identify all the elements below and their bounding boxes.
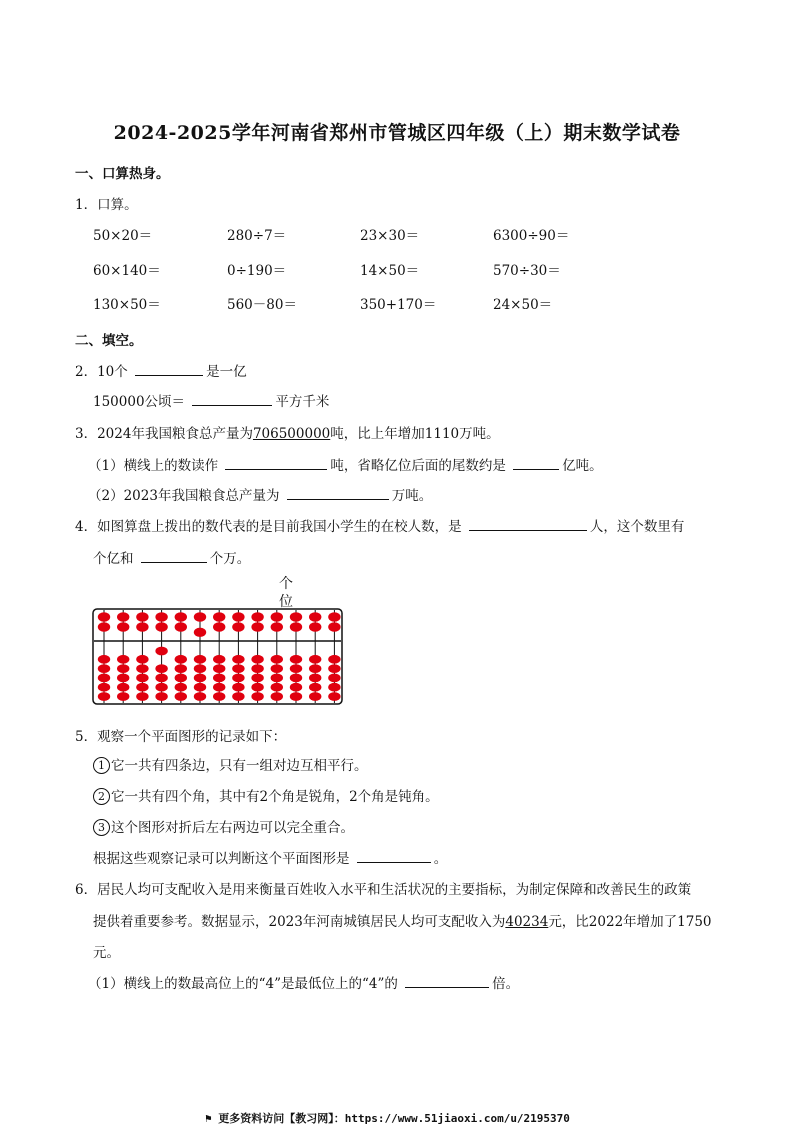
abacus-upper-bead [251,612,263,621]
abacus-lower-bead [328,692,340,701]
abacus-lower-bead [213,655,225,664]
abacus-lower-bead [271,655,283,664]
q5-answer-blank[interactable] [357,848,431,863]
abacus-lower-bead [290,655,302,664]
abacus-upper-bead [232,612,244,621]
q4-text-c: 个亿和 [93,551,134,567]
q6-sub1-text-a: （1）横线上的数最高位上的“4”是最低位上的“4”的 [88,976,398,992]
q6-sub1-text-b: 倍。 [492,976,520,992]
calc-item: 24×50＝ [493,297,553,313]
abacus-upper-bead [271,612,283,621]
abacus-lower-bead [232,664,244,673]
calc-item: 0÷190＝ [227,263,287,279]
question-2-line-1 [75,360,247,380]
abacus-lower-bead [251,692,263,701]
footer-link[interactable]: 更多资料访问【教习网】：https://www.51jiaoxi.com/u/2195370 [218,1112,570,1125]
circled-number: 1 [93,757,110,774]
q3-answer-blank-2[interactable] [513,455,559,470]
abacus-lower-bead [290,664,302,673]
abacus-upper-bead [98,622,110,631]
abacus-lower-bead [271,664,283,673]
abacus-label-char-2: 位 [279,594,293,610]
abacus-upper-bead [251,622,263,631]
abacus-lower-bead [194,683,206,692]
abacus-lower-bead [213,664,225,673]
q2-text-b: 是一亿 [206,364,247,380]
question-3-sub-1 [88,454,603,474]
calc-item: 570÷30＝ [493,263,561,279]
abacus-upper-bead [309,622,321,631]
q2-text-c: 150000公顷＝ [93,394,186,410]
abacus-lower-bead [175,655,187,664]
calc-item: 350+170＝ [360,297,437,313]
abacus-upper-bead [155,622,167,631]
abacus-lower-bead [290,683,302,692]
q4-answer-blank-2[interactable] [141,548,207,563]
calc-item: 280÷7＝ [227,228,287,244]
abacus-lower-bead [117,664,129,673]
q3-underlined-number: 706500000 [252,426,331,442]
question-2-line-2 [93,390,329,410]
question-4-line-2 [93,547,250,567]
q3-answer-blank-3[interactable] [287,485,389,500]
abacus-lower-bead [98,655,110,664]
abacus-lower-bead [194,655,206,664]
abacus-upper-bead [194,628,206,637]
q4-text-a: 4．如图算盘上拨出的数代表的是目前我国小学生的在校人数，是 [75,519,462,535]
abacus-lower-bead [136,683,148,692]
abacus-lower-bead [328,683,340,692]
calc-item: 560－80＝ [227,297,297,313]
q4-text-b: 人，这个数里有 [589,519,685,535]
circled-number: 3 [93,819,110,836]
question-1-label: 1．口算。 [75,197,138,213]
abacus-lower-bead [328,664,340,673]
abacus-lower-bead [155,647,167,656]
abacus-upper-bead [117,612,129,621]
abacus-lower-bead [194,692,206,701]
q3-sub2-text-a: （2）2023年我国粮食总产量为 [88,488,280,504]
question-3-stem [75,422,500,442]
abacus-lower-bead [136,692,148,701]
q3-sub2-text-b: 万吨。 [391,488,433,504]
abacus-lower-bead [194,674,206,683]
question-6-sub-1 [88,972,519,992]
q6-answer-blank[interactable] [405,973,489,988]
abacus-upper-bead [155,612,167,621]
section-1-heading: 一、口算热身。 [75,166,170,182]
calc-item: 14×50＝ [360,263,420,279]
abacus-lower-bead [232,683,244,692]
q5-observation-item [93,816,354,836]
question-5-conclusion [93,847,447,867]
question-3-sub-2 [88,484,432,504]
q6-text-b: 元，比2022年增加了1750 [548,914,712,930]
abacus-lower-bead [232,674,244,683]
abacus-lower-bead [98,683,110,692]
abacus-lower-bead [175,664,187,673]
abacus-upper-bead [117,622,129,631]
abacus-lower-bead [309,674,321,683]
abacus-upper-bead [290,622,302,631]
q4-text-d: 个万。 [209,551,251,567]
abacus-lower-bead [117,692,129,701]
q2-text-d: 平方千米 [275,394,330,410]
abacus-lower-bead [213,692,225,701]
abacus-figure [92,608,344,706]
abacus-lower-bead [194,664,206,673]
abacus-lower-bead [251,655,263,664]
abacus-upper-bead [98,612,110,621]
abacus-lower-bead [175,692,187,701]
question-6-line-2 [93,910,712,930]
abacus-lower-bead [98,664,110,673]
abacus-lower-bead [232,655,244,664]
abacus-lower-bead [136,664,148,673]
calc-item: 23×30＝ [360,228,420,244]
q2-text-a: 2．10个 [75,364,128,380]
abacus-lower-bead [251,664,263,673]
abacus-lower-bead [155,674,167,683]
abacus-upper-bead [194,612,206,621]
abacus-lower-bead [117,655,129,664]
question-4-line-1 [75,515,684,535]
abacus-lower-bead [290,674,302,683]
abacus-lower-bead [232,692,244,701]
calc-item: 6300÷90＝ [493,228,570,244]
abacus-upper-bead [328,622,340,631]
abacus-lower-bead [98,692,110,701]
observation-text: 它一共有四个角，其中有2个角是锐角，2个角是钝角。 [111,789,439,805]
abacus-lower-bead [136,655,148,664]
abacus-lower-bead [175,683,187,692]
abacus-lower-bead [290,692,302,701]
section-2-heading: 二、填空。 [75,333,143,349]
q4-answer-blank-1[interactable] [469,516,587,531]
q6-underlined-number: 40234 [505,914,549,930]
question-6-line-3: 元。 [93,945,120,961]
q3-answer-blank-1[interactable] [225,455,327,470]
q5-text-a: 根据这些观察记录可以判断这个平面图形是 [93,851,350,867]
abacus-upper-bead [175,622,187,631]
abacus-upper-bead [136,612,148,621]
abacus-lower-bead [251,674,263,683]
abacus-lower-bead [251,683,263,692]
calc-item: 130×50＝ [93,297,161,313]
q3-text-b: 吨，比上年增加1110万吨。 [330,426,500,442]
abacus-lower-bead [213,674,225,683]
calc-item: 60×140＝ [93,263,161,279]
abacus-lower-bead [328,674,340,683]
q3-text-a: 3．2024年我国粮食总产量为 [75,426,253,442]
abacus-upper-bead [213,622,225,631]
question-5-stem: 5．观察一个平面图形的记录如下： [75,729,287,745]
abacus-lower-bead [155,692,167,701]
abacus-lower-bead [175,674,187,683]
q6-text-a: 提供着重要参考。数据显示，2023年河南城镇居民人均可支配收入为 [93,914,506,930]
abacus-lower-bead [271,683,283,692]
abacus-upper-bead [328,612,340,621]
calc-item: 50×20＝ [93,228,153,244]
abacus-lower-bead [155,683,167,692]
page-title: 2024-2025学年河南省郑州市管城区四年级（上）期末数学试卷 [113,122,681,144]
abacus-upper-bead [271,622,283,631]
q3-sub1-text-a: （1）横线上的数读作 [88,458,219,474]
abacus-lower-bead [309,664,321,673]
q2-answer-blank-2[interactable] [192,391,272,406]
q5-observation-item [93,785,439,805]
abacus-upper-bead [290,612,302,621]
abacus-lower-bead [155,664,167,673]
abacus-lower-bead [328,655,340,664]
abacus-upper-bead [213,612,225,621]
q5-text-b: 。 [433,851,448,867]
abacus-upper-bead [136,622,148,631]
abacus-lower-bead [309,683,321,692]
abacus-label-char-1: 个 [279,576,293,592]
abacus-lower-bead [98,674,110,683]
abacus-lower-bead [117,674,129,683]
flag-icon: ⚑ [205,1112,212,1125]
observation-text: 它一共有四条边，只有一组对边互相平行。 [111,758,368,774]
q3-sub1-text-b: 吨，省略亿位后面的尾数约是 [330,458,506,474]
abacus-upper-bead [309,612,321,621]
abacus-upper-bead [175,612,187,621]
q2-answer-blank-1[interactable] [135,361,203,376]
abacus-lower-bead [309,655,321,664]
abacus-lower-bead [213,683,225,692]
question-6-line-1: 6．居民人均可支配收入是用来衡量百姓收入水平和生活状况的主要指标，为制定保障和改善民生的政策 [75,882,692,898]
abacus-lower-bead [117,683,129,692]
abacus-lower-bead [271,692,283,701]
abacus-lower-bead [309,692,321,701]
q5-observation-item [93,754,368,774]
observation-text: 这个图形对折后左右两边可以完全重合。 [111,820,354,836]
abacus-upper-bead [232,622,244,631]
q3-sub1-text-c: 亿吨。 [562,458,603,474]
abacus-lower-bead [271,674,283,683]
circled-number: 2 [93,788,110,805]
abacus-lower-bead [136,674,148,683]
